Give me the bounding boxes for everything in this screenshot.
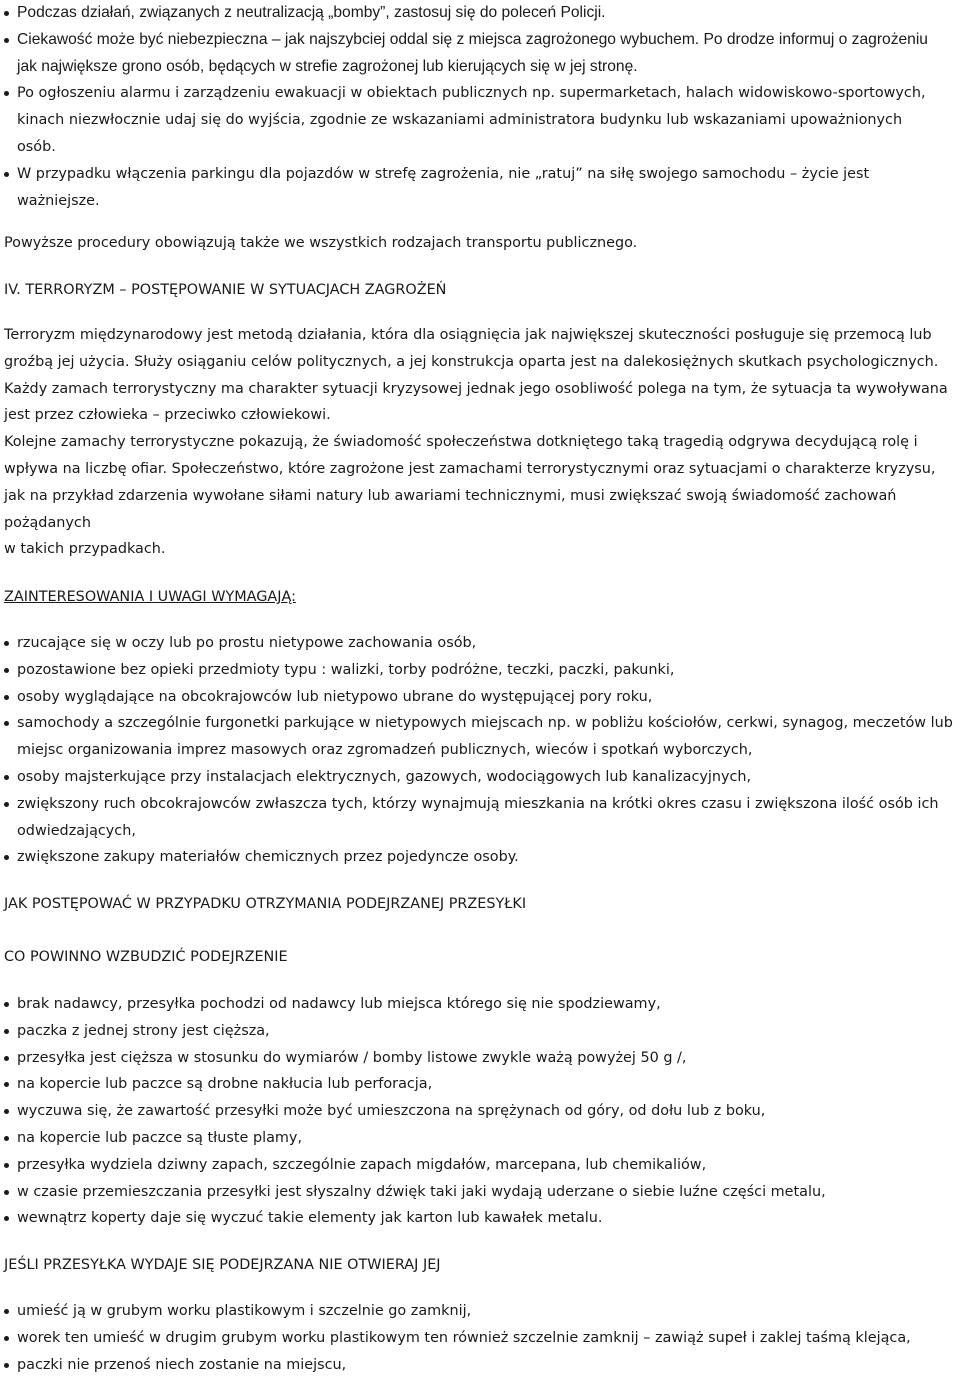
- list-item: w czasie przemieszczania przesyłki jest słyszalny dźwięk taki jaki wydają uderzane o siebie luźne części metalu,: [0, 1179, 955, 1206]
- attention-heading: ZAINTERESOWANIA I UWAGI WYMAGAJĄ:: [4, 589, 296, 605]
- list-item: worek ten umieść w drugim grubym worku plastikowym ten również szczelnie zamknij – zawiąż supeł i zaklej taśmą klejąca,: [0, 1325, 955, 1352]
- body-text: [4, 322, 956, 563]
- list-item: na kopercie lub paczce są tłuste plamy,: [0, 1125, 955, 1152]
- list-item: przesyłka jest cięższa w stosunku do wymiarów / bomby listowe zwykle ważą powyżej 50 g /,: [0, 1045, 955, 1072]
- intro-list: [0, 0, 940, 214]
- paragraph: Terroryzm międzynarodowy jest metodą działania, która dla osiągnięcia jak największej skuteczności posługuje się przemocą lub groźbą jej użycia. Służy osiąganiu celów politycznych, a jej konstrukcja oparta jest na dalekosiężnych skutkach psychologicznych. Każdy zamach terrorystyczny ma charakter sytuacji kryzysowej jednak jego osobliwość polega na tym, że sytuacja ta wywoływana jest przez człowieka – przeciwko człowiekowi.: [4, 327, 948, 424]
- procedures-note: Powyższe procedury obowiązują także we wszystkich rodzajach transportu publicznego.: [4, 235, 638, 251]
- list-item: zwiększony ruch obcokrajowców zwłaszcza tych, którzy wynajmują mieszkania na krótki okres czasu i zwiększona ilość osób ich odwiedzających,: [0, 791, 955, 845]
- list-item: osoby majsterkujące przy instalacjach elektrycznych, gazowych, wodociągowych lub kanalizacyjnych,: [0, 764, 955, 791]
- paragraph: Kolejne zamachy terrorystyczne pokazują, że świadomość społeczeństwa dotkniętego taką tragedią odgrywa decydującą rolę i wpływa na liczbę ofiar. Społeczeństwo, które zagrożone jest zamachami terrorystycznymi oraz sytuacjami o charakterze kryzysu, jak na przykład zdarzenia wywołane siłami natury lub awariami technicznymi, musi zwiększać swoją świadomość zachowań pożądanych: [4, 434, 936, 531]
- suspicion-heading: CO POWINNO WZBUDZIĆ PODEJRZENIE: [4, 949, 288, 965]
- list-item: paczki nie przenoś niech zostanie na miejscu,: [0, 1352, 955, 1378]
- list-item: W przypadku włączenia parkingu dla pojazdów w strefę zagrożenia, nie „ratuj” na siłę swojego samochodu – życie jest ważniejsze.: [0, 161, 940, 215]
- list-item: pozostawione bez opieki przedmioty typu : walizki, torby podróżne, teczki, paczki, pakunki,: [0, 657, 955, 684]
- suspicious-list: [0, 1298, 955, 1378]
- list-item: paczka z jednej strony jest cięższa,: [0, 1018, 955, 1045]
- paragraph: w takich przypadkach.: [4, 541, 166, 558]
- list-item: Po ogłoszeniu alarmu i zarządzeniu ewakuacji w obiektach publicznych np. supermarketach, halach widowiskowo-sportowych, kinach niezwłocznie udaj się do wyjścia, zgodnie ze wskazaniami administratora budynku lub wskazaniami upoważnionych osób.: [0, 80, 940, 160]
- list-item: przesyłka wydziela dziwny zapach, szczególnie zapach migdałów, marcepana, lub chemikaliów,: [0, 1152, 955, 1179]
- list-item: wyczuwa się, że zawartość przesyłki może być umieszczona na sprężynach od góry, od dołu lub z boku,: [0, 1098, 955, 1125]
- list-item: umieść ją w grubym worku plastikowym i szczelnie go zamknij,: [0, 1298, 955, 1325]
- list-item: na kopercie lub paczce są drobne nakłucia lub perforacja,: [0, 1071, 955, 1098]
- parcel-heading: JAK POSTĘPOWAĆ W PRZYPADKU OTRZYMANIA PODEJRZANEJ PRZESYŁKI: [4, 896, 527, 912]
- suspicious-heading: JEŚLI PRZESYŁKA WYDAJE SIĘ PODEJRZANA NIE OTWIERAJ JEJ: [4, 1257, 441, 1273]
- list-item: samochody a szczególnie furgonetki parkujące w nietypowych miejscach np. w pobliżu kościołów, cerkwi, synagog, meczetów lub miejsc organizowania imprez masowych oraz zgromadzeń publicznych, wieców i spotkań wyborczych,: [0, 710, 955, 764]
- list-item: zwiększone zakupy materiałów chemicznych przez pojedyncze osoby.: [0, 844, 955, 871]
- attention-list: [0, 630, 955, 871]
- list-item: rzucające się w oczy lub po prostu nietypowe zachowania osób,: [0, 630, 955, 657]
- section-title: IV. TERRORYZM – POSTĘPOWANIE W SYTUACJACH ZAGROŻEŃ: [4, 282, 447, 298]
- list-item: Ciekawość może być niebezpieczna – jak najszybciej oddal się z miejsca zagrożonego wybuchem. Po drodze informuj o zagrożeniu jak największe grono osób, będących w strefie zagrożonej lub kierujących się w jej stronę.: [0, 27, 940, 81]
- list-item: osoby wyglądające na obcokrajowców lub nietypowo ubrane do występującej pory roku,: [0, 684, 955, 711]
- list-item: brak nadawcy, przesyłka pochodzi od nadawcy lub miejsca którego się nie spodziewamy,: [0, 991, 955, 1018]
- suspicion-list: [0, 991, 955, 1232]
- list-item: Podczas działań, związanych z neutralizacją „bomby”, zastosuj się do poleceń Policji.: [0, 0, 940, 27]
- list-item: wewnątrz koperty daje się wyczuć takie elementy jak karton lub kawałek metalu.: [0, 1205, 955, 1232]
